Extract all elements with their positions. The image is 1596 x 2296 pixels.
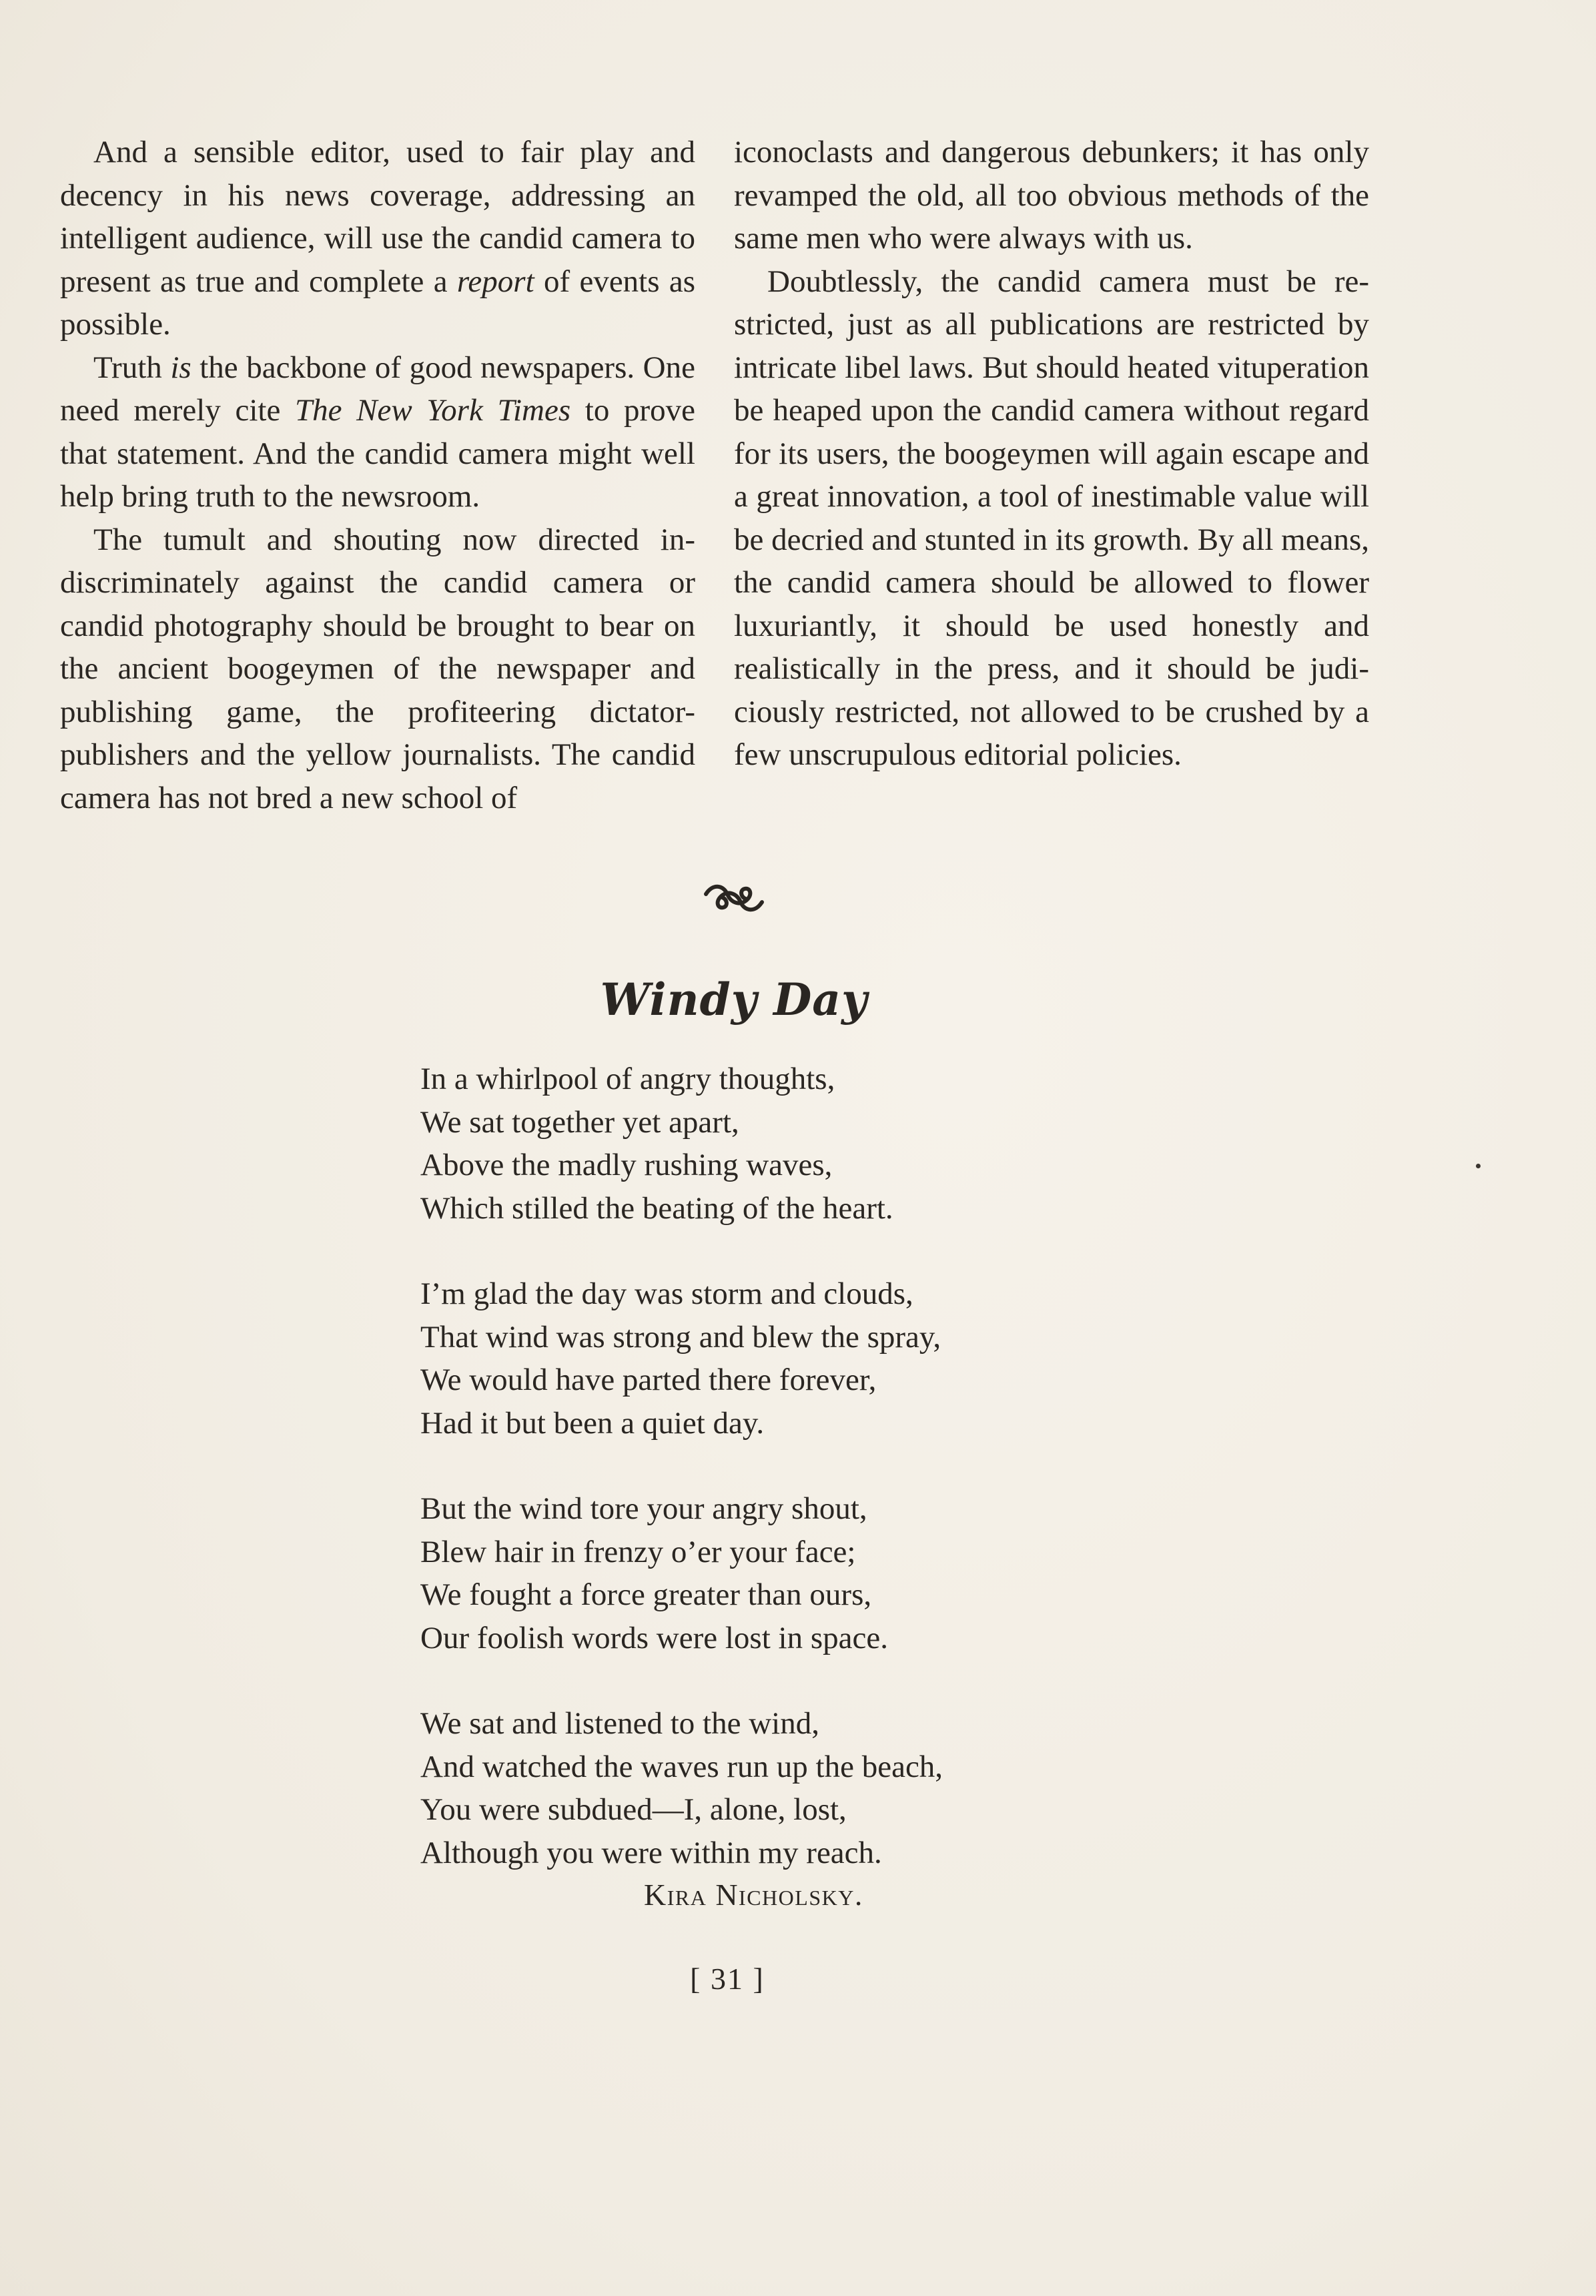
italic-text: report xyxy=(456,264,534,299)
text-run: of events as possible. xyxy=(60,264,696,342)
poem-line: We sat and listened to the wind, xyxy=(420,1706,819,1741)
poem-stanza xyxy=(420,1487,1088,1659)
poem-line: Blew hair in frenzy o’er your face; xyxy=(420,1534,856,1569)
poem-line: But the wind tore your angry shout, xyxy=(420,1491,867,1526)
article-paragraph xyxy=(60,346,695,518)
poem-line: I’m glad the day was storm and clouds, xyxy=(420,1276,913,1311)
poem-body xyxy=(420,1058,1088,1874)
poem-line: Our foolish words were lost in space. xyxy=(420,1620,888,1655)
text-run: The tumult and shouting now directed indiscriminately against the candid camera or candid photography should be brought to bear on the ancient boogeymen of the newspaper and publishing game, the profiteering dictator-publishers and the yellow journalists. The candid camera has not bred a new school of xyxy=(60,522,695,815)
italic-text: The New York Times xyxy=(294,393,571,428)
poem-stanza xyxy=(420,1058,1088,1230)
poem-line: You were subdued—I, alone, lost, xyxy=(420,1792,847,1827)
article-paragraph xyxy=(734,131,1369,260)
poem-line: Above the madly rushing waves, xyxy=(420,1148,833,1182)
poem-line: We would have parted there forever, xyxy=(420,1363,877,1397)
article-column-left xyxy=(60,131,695,819)
decorative-flourish-icon xyxy=(701,879,767,917)
text-run: to prove that statement. And the candid camera might well help bring truth to the newsroom. xyxy=(60,393,695,514)
poem-title: Windy Day xyxy=(600,974,868,1026)
poem-line: In a whirlpool of angry thoughts, xyxy=(420,1062,835,1096)
article-paragraph xyxy=(734,260,1369,777)
text-run: Truth xyxy=(93,350,171,385)
paper-speck xyxy=(1476,1164,1481,1168)
poem-stanza xyxy=(420,1272,1088,1445)
poem-line: That wind was strong and blew the spray, xyxy=(420,1319,941,1355)
poem-line: We sat together yet apart, xyxy=(420,1104,739,1140)
poem-author: Kira Nicholsky. xyxy=(644,1878,863,1912)
page-number: [ 31 ] xyxy=(690,1962,765,1996)
article-paragraph xyxy=(60,131,695,346)
poem-stanza xyxy=(420,1702,1088,1874)
article-paragraph xyxy=(60,518,695,820)
poem-line: We fought a force greater than ours, xyxy=(420,1577,872,1612)
text-run: Doubtlessly, the candid camera must be restricted, just as all publications are restricted by intricate libel laws. But should heated vituperation be heaped upon the candid camera without regard for its users, the boogeymen will again escape and a great innovation, a tool of inestimable value will be decried and stunted in its growth. By all means, the candid camera should be allowed to flower luxuriantly, it should be used honestly and realistically in the press, and it should be judiciously restricted, not allowed to be crushed by a few unscrupulous editorial policies. xyxy=(734,264,1369,772)
text-run: And a sensible editor, used to fair play and decency in his news coverage, addressing an intelligent audience, will use the candid camera to present as true and complete a xyxy=(60,135,695,299)
poem-line: Had it but been a quiet day. xyxy=(420,1405,765,1441)
text-run: iconoclasts and dangerous debunkers; it has only revamped the old, all too obvious methods of the same men who were always with us. xyxy=(734,135,1369,256)
poem-line: And watched the waves run up the beach, xyxy=(420,1749,943,1784)
italic-text: is xyxy=(170,350,191,385)
poem-line: Although you were within my reach. xyxy=(420,1835,882,1870)
article-column-right xyxy=(734,131,1369,777)
poem-line: Which stilled the beating of the heart. xyxy=(420,1190,893,1226)
text-run: the backbone of good newspapers. One need merely cite xyxy=(60,350,695,428)
